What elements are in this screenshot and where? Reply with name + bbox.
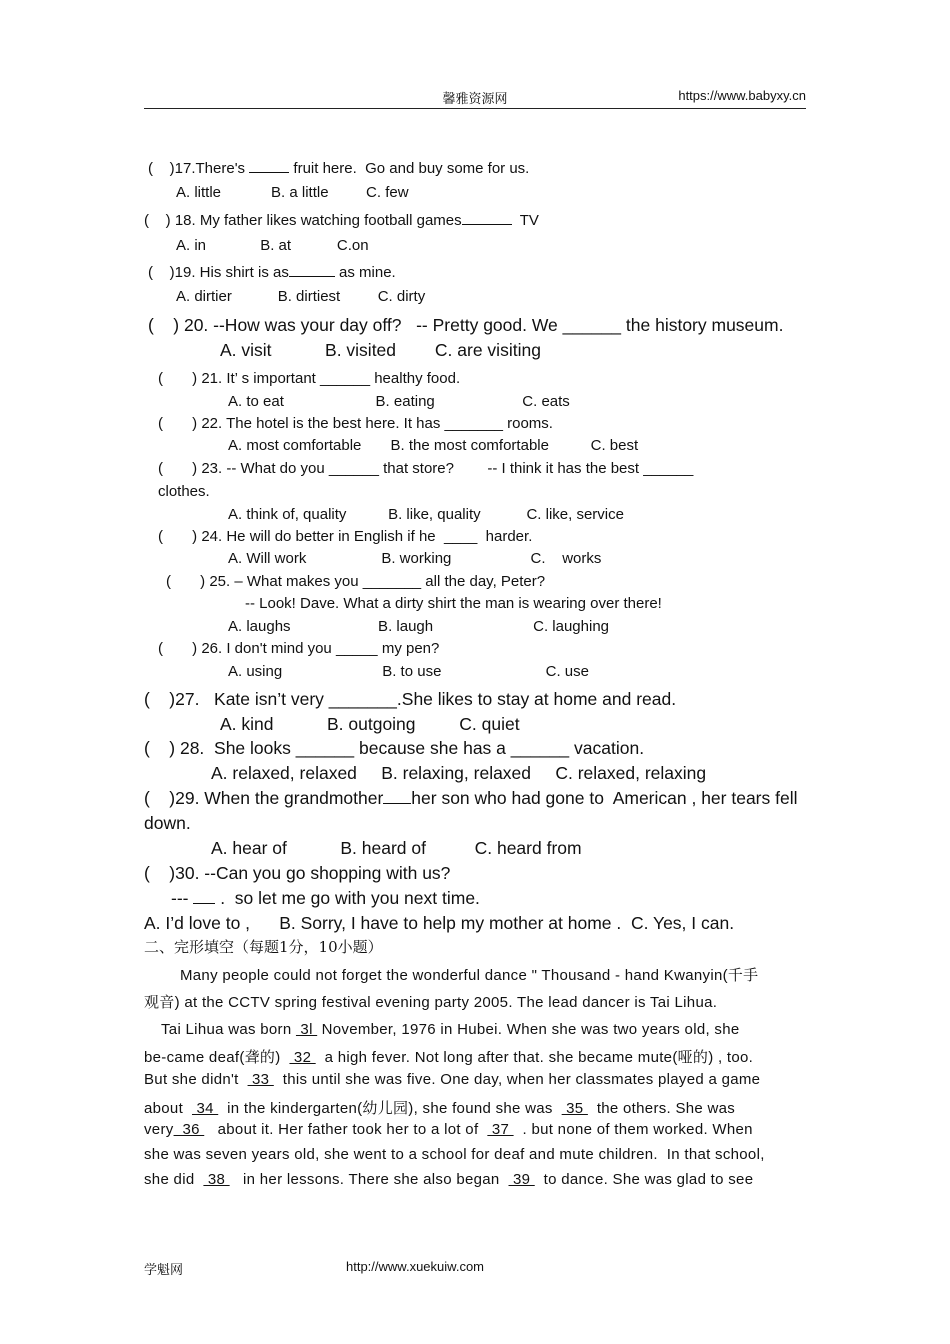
q21-options: A. to eat B. eating C. eats [228,393,570,410]
question-26: ( ) 26. I don't mind you _____ my pen? [158,640,440,657]
q23-options: A. think of, quality B. like, quality C. like, service [228,506,624,523]
passage-text: about it. Her father took her to a lot of [204,1121,488,1138]
q18-stem: ( ) 18. My father likes watching football games [144,212,462,229]
q30-options: A. I’d love to , B. Sorry, I have to help my mother at home . C. Yes, I can. [144,913,735,933]
q19-blank [289,262,335,277]
question-30: ( )30. --Can you go shopping with us? [144,863,451,883]
q23-continuation: clothes. [158,483,210,500]
section-2-title: 二、完形填空（每题1分，10小题） [144,938,383,956]
passage-text: she did [144,1171,204,1188]
passage-line-8: she was seven years old, she went to a school for deaf and mute children. In that school, [144,1146,765,1163]
passage-line-2: 观音) at the CCTV spring festival evening party 2005. The lead dancer is Tai Lihua. [144,994,718,1011]
passage-text: this until she was five. One day, when her classmates played a game [273,1071,761,1088]
passage-text: be-came deaf(聋的) [144,1049,290,1066]
question-22: ( ) 22. The hotel is the best here. It has _______ rooms. [158,415,553,432]
q28-options: A. relaxed, relaxed B. relaxing, relaxed C. relaxed, relaxing [211,763,707,783]
q30-blank [193,889,215,904]
blank-38: 38 [203,1171,230,1188]
question-29 [144,788,798,809]
q18-blank [462,210,512,225]
passage-text: the others. She was [587,1100,736,1117]
passage-text: a high fever. Not long after that. she became mute(哑的) , too. [315,1049,754,1066]
blank-31: 3l [295,1021,318,1038]
q17-stem-end: fruit here. Go and buy some for us. [289,160,530,177]
q30-answer-end: . so let me go with you next time. [215,888,480,908]
passage-line-6 [144,1097,735,1118]
header-site-name: 馨雅资源网 [442,92,508,107]
passage-text: in the kindergarten(幼儿园), she found she was [218,1100,562,1117]
passage-text: But she didn't [144,1071,248,1088]
blank-35: 35 [561,1100,588,1117]
q25-options: A. laughs B. laugh C. laughing [228,618,610,635]
q29-stem-end: her son who had gone to American , her tears fell [411,788,798,808]
q26-options: A. using B. to use C. use [228,663,589,680]
passage-text: in her lessons. There she also began [229,1171,509,1188]
question-28: ( ) 28. She looks ______ because she has a ______ vacation. [144,738,645,758]
passage-line-3 [161,1021,739,1038]
question-23: ( ) 23. -- What do you ______ that store? -- I think it has the best ______ [158,460,694,477]
header-url: https://www.babyxy.cn [678,88,806,103]
q17-stem: ( )17.There's [148,160,250,177]
passage-line-4 [144,1046,753,1067]
passage-line-1: Many people could not forget the wonderful dance " Thousand - hand Kwanyin(千手 [180,967,759,984]
header-divider [144,108,806,109]
passage-text: November, 1976 in Hubei. When she was two years old, she [317,1021,740,1038]
footer-url[interactable]: http://www.xuekuiw.com [346,1259,484,1274]
passage-line-9 [144,1171,753,1188]
question-25: ( ) 25. – What makes you _______ all the day, Peter? [166,573,546,590]
question-21: ( ) 21. It’ s important ______ healthy food. [158,370,461,387]
blank-39: 39 [508,1171,535,1188]
blank-37: 37 [487,1121,514,1138]
q29-blank [383,789,411,804]
passage-text: very [144,1121,174,1138]
question-19 [148,262,396,281]
blank-36: 36 [173,1121,205,1138]
passage-text: Tai Lihua was born [161,1021,296,1038]
blank-32: 32 [289,1049,316,1066]
passage-line-5 [144,1071,760,1088]
q27-options: A. kind B. outgoing C. quiet [220,714,520,734]
passage-line-7 [144,1121,753,1138]
q19-options: A. dirtier B. dirtiest C. dirty [176,288,426,305]
q18-options: A. in B. at C.on [176,237,369,254]
q30-answer-prefix: --- [171,888,194,908]
q18-stem-end: TV [511,212,539,229]
q30-answer-line [171,888,480,909]
q24-options: A. Will work B. working C. works [228,550,602,567]
question-27: ( )27. Kate isn’t very _______.She likes to stay at home and read. [144,689,677,709]
question-20: ( ) 20. --How was your day off? -- Pretty good. We ______ the history museum. [148,315,784,335]
q25-continuation: -- Look! Dave. What a dirty shirt the man is wearing over there! [245,595,662,612]
passage-text: . but none of them worked. When [513,1121,753,1138]
q17-options: A. little B. a little C. few [176,184,409,201]
footer-site-name: 学魁网 [144,1263,184,1278]
q20-options: A. visit B. visited C. are visiting [220,340,541,360]
blank-34: 34 [191,1100,219,1117]
q19-stem-end: as mine. [334,264,396,281]
question-17 [148,158,529,177]
passage-text: about [144,1100,192,1117]
q29-options: A. hear of B. heard of C. heard from [211,838,582,858]
question-18 [144,210,539,229]
q19-stem: ( )19. His shirt is as [148,264,289,281]
passage-text: to dance. She was glad to see [534,1171,754,1188]
blank-33: 33 [247,1071,274,1088]
question-24: ( ) 24. He will do better in English if he ____ harder. [158,528,533,545]
q29-continuation: down. [144,813,191,833]
q17-blank [249,158,289,173]
q22-options: A. most comfortable B. the most comfortable C. best [228,437,639,454]
q29-stem: ( )29. When the grandmother [144,788,384,808]
